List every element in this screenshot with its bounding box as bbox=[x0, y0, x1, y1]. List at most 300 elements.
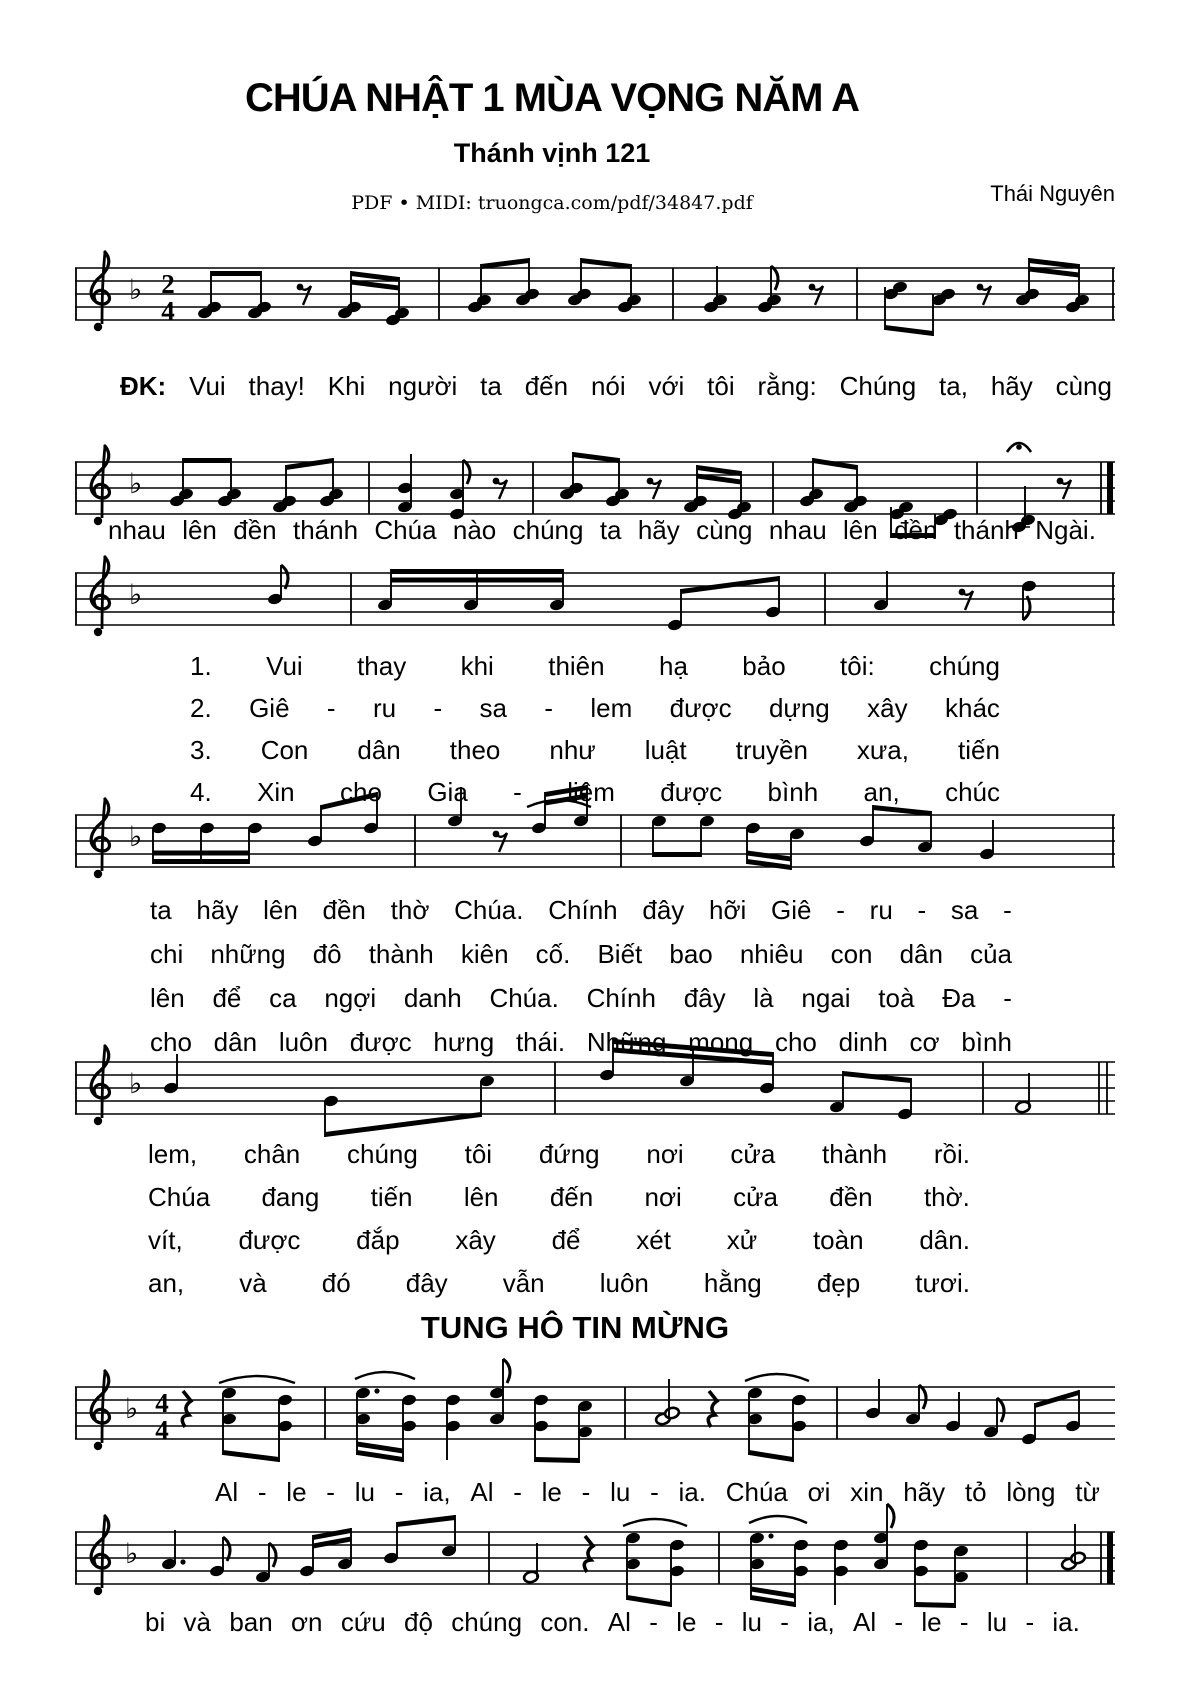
lyric-word: đền bbox=[894, 515, 938, 545]
lyric-word: và bbox=[183, 1607, 212, 1637]
lyric-word: lu bbox=[741, 1607, 762, 1637]
lyric-word: Xin bbox=[257, 777, 295, 807]
flat-sign-icon: ♭ bbox=[129, 1067, 143, 1100]
lyric-word: lên bbox=[263, 895, 298, 925]
lyric-word: - bbox=[650, 1477, 659, 1507]
lyric-word: Chúng bbox=[839, 371, 917, 401]
lyric-word: le bbox=[921, 1607, 942, 1637]
lyric-word: - bbox=[394, 1477, 404, 1507]
lyric-word: dân bbox=[213, 1027, 258, 1057]
beam bbox=[681, 576, 779, 594]
augmentation-dot bbox=[374, 1388, 379, 1393]
note bbox=[617, 264, 642, 314]
lyric-word: ĐK: bbox=[120, 371, 167, 401]
lyric-word: hạ bbox=[658, 651, 688, 681]
beam bbox=[1035, 1390, 1079, 1408]
time-signature-numerator: 2 bbox=[161, 269, 175, 299]
beam bbox=[153, 859, 249, 864]
lyric-word: của bbox=[970, 939, 1012, 969]
lyric-word: - bbox=[326, 1477, 335, 1507]
lyric-word: là bbox=[753, 983, 774, 1013]
lyric-word: - bbox=[1003, 983, 1012, 1013]
note bbox=[655, 1379, 680, 1426]
lyric-word: dân. bbox=[919, 1225, 970, 1255]
note bbox=[1021, 579, 1037, 620]
lyric-word: đền bbox=[322, 895, 366, 925]
lyric-word: Giê bbox=[771, 895, 812, 925]
flat-sign-icon: ♭ bbox=[129, 467, 143, 500]
lyric-word: đang bbox=[261, 1182, 320, 1212]
note bbox=[277, 1393, 293, 1462]
lyric-word: luôn bbox=[278, 1027, 328, 1057]
note bbox=[859, 805, 875, 848]
lyric-word: hưng bbox=[433, 1027, 495, 1057]
lyric-word: thánh bbox=[292, 515, 359, 545]
lyric-word: lem, bbox=[148, 1139, 198, 1169]
lyric-word: - bbox=[917, 895, 927, 925]
beam bbox=[885, 325, 933, 336]
note bbox=[759, 1052, 775, 1095]
note bbox=[699, 814, 715, 857]
lyric-word: mong bbox=[688, 1027, 754, 1057]
lyric-word: chi bbox=[150, 939, 184, 969]
pdf-midi-link-text: PDF • MIDI: truongca.com/pdf/34847.pdf bbox=[351, 192, 753, 214]
lyric-word: lên bbox=[182, 515, 217, 545]
note bbox=[625, 1531, 641, 1600]
lyric-word: 1. bbox=[190, 651, 212, 681]
beam bbox=[535, 1457, 579, 1463]
note bbox=[383, 1522, 399, 1565]
flat-sign-icon: ♭ bbox=[129, 820, 143, 853]
note bbox=[549, 569, 565, 612]
lyric-word: ia. bbox=[678, 1477, 706, 1507]
note bbox=[247, 271, 272, 320]
note bbox=[745, 821, 761, 864]
lyric-word: Vui bbox=[189, 371, 226, 401]
lyric-word: ru bbox=[372, 693, 397, 723]
lyric-word: như bbox=[549, 735, 596, 765]
augmentation-dot bbox=[180, 1559, 185, 1564]
lyric-word: tiến bbox=[370, 1182, 413, 1212]
lyric-word: ngai bbox=[801, 983, 851, 1013]
lyric-word: thiên bbox=[548, 651, 605, 681]
beam bbox=[286, 458, 333, 470]
lyric-word: - bbox=[780, 1607, 789, 1637]
lyric-line-11 bbox=[148, 1140, 970, 1169]
note bbox=[217, 458, 242, 508]
lyric-word: vít, bbox=[148, 1225, 183, 1255]
lyric-word: xét bbox=[636, 1225, 671, 1255]
note bbox=[791, 1393, 807, 1462]
note bbox=[953, 1544, 969, 1608]
lyric-word: toà bbox=[878, 983, 915, 1013]
lyric-word: cùng bbox=[1055, 371, 1112, 401]
lyric-word: dân bbox=[357, 735, 401, 765]
lyric-word: đó bbox=[321, 1268, 351, 1298]
lyric-word: ban bbox=[229, 1607, 273, 1637]
note bbox=[523, 1543, 539, 1584]
lyric-word: cứu bbox=[340, 1607, 386, 1637]
lyric-word: - bbox=[581, 1477, 591, 1507]
lyric-line-1 bbox=[120, 372, 1112, 401]
note bbox=[337, 271, 362, 320]
lyric-word: Al bbox=[852, 1607, 877, 1637]
note bbox=[161, 1530, 186, 1571]
lyric-word: luật bbox=[644, 735, 687, 765]
lyric-word: khi bbox=[460, 651, 494, 681]
lyric-word: nơi bbox=[644, 1182, 682, 1212]
note-flag bbox=[771, 266, 778, 290]
lyric-word: lên bbox=[843, 515, 878, 545]
lyric-word: le bbox=[676, 1607, 697, 1637]
note bbox=[445, 1393, 461, 1460]
lyric-word: cố. bbox=[535, 939, 571, 969]
lyric-word: ca bbox=[269, 983, 297, 1013]
lyric-word: từ bbox=[1075, 1477, 1100, 1507]
lyric-word: đền bbox=[233, 515, 277, 545]
note bbox=[577, 1399, 593, 1463]
lyric-word: thay bbox=[357, 651, 407, 681]
lyric-word: con. bbox=[540, 1607, 590, 1637]
note bbox=[905, 1385, 926, 1426]
beam bbox=[843, 1071, 911, 1083]
beam bbox=[223, 1450, 279, 1462]
lyric-word: ơi bbox=[807, 1477, 831, 1507]
lyric-line-6 bbox=[190, 778, 1000, 807]
lyric-word: xử bbox=[726, 1225, 758, 1255]
lyric-word: nơi bbox=[646, 1139, 684, 1169]
lyric-word: những bbox=[210, 939, 286, 969]
lyric-word: Chúa. bbox=[489, 983, 559, 1013]
lyric-line-3 bbox=[190, 652, 1000, 681]
lyric-word: xin bbox=[850, 1477, 884, 1507]
flat-sign-icon: ♭ bbox=[125, 1537, 139, 1570]
beam bbox=[653, 852, 701, 857]
lyric-word: ia, bbox=[423, 1477, 451, 1507]
note bbox=[897, 1078, 913, 1121]
lyric-word: chúng bbox=[512, 515, 584, 545]
lyric-word: lem bbox=[590, 693, 633, 723]
note bbox=[221, 1386, 237, 1455]
note bbox=[449, 460, 470, 521]
beam bbox=[813, 458, 857, 470]
lyric-word: Giê bbox=[249, 693, 290, 723]
lyric-word: và bbox=[239, 1268, 267, 1298]
lyric-word: an, bbox=[148, 1268, 185, 1298]
lyric-word: nhau bbox=[108, 515, 166, 545]
lyric-word: Chúa bbox=[374, 515, 437, 545]
lyric-word: dựng bbox=[768, 693, 830, 723]
lyric-word: để bbox=[212, 983, 242, 1013]
lyric-word: thờ. bbox=[923, 1182, 970, 1212]
lyric-word: - bbox=[544, 693, 554, 723]
note bbox=[247, 821, 263, 864]
lyric-line-8 bbox=[150, 940, 1012, 969]
slur bbox=[219, 1376, 295, 1383]
lyric-word: danh bbox=[403, 983, 462, 1013]
note bbox=[397, 454, 413, 514]
note bbox=[377, 569, 393, 612]
note bbox=[1015, 1073, 1031, 1114]
note bbox=[255, 1543, 276, 1584]
note bbox=[913, 1538, 929, 1607]
lyric-word: chúc bbox=[945, 777, 1000, 807]
note bbox=[1061, 1524, 1086, 1571]
lyric-word: xây bbox=[867, 693, 908, 723]
lyric-word: chúng bbox=[347, 1139, 418, 1169]
lyric-word: theo bbox=[449, 735, 501, 765]
lyric-line-2 bbox=[108, 516, 1096, 545]
flat-sign-icon: ♭ bbox=[129, 578, 143, 611]
staff-1 bbox=[75, 238, 1115, 356]
lyric-word: 3. bbox=[190, 735, 212, 765]
note bbox=[829, 1071, 845, 1114]
note-flag bbox=[503, 1359, 510, 1383]
lyric-word: cho bbox=[340, 777, 382, 807]
staff-7 bbox=[75, 1502, 1115, 1620]
lyric-word: - bbox=[894, 1607, 904, 1637]
author-name: Thái Nguyên bbox=[990, 181, 1115, 206]
beam bbox=[391, 569, 563, 574]
note bbox=[163, 1054, 179, 1095]
lyric-word: nói bbox=[590, 371, 626, 401]
lyric-word: rằng: bbox=[757, 371, 817, 401]
lyric-word: lên bbox=[463, 1182, 499, 1212]
lyric-line-14 bbox=[148, 1269, 970, 1298]
lyric-word: tiến bbox=[958, 735, 1000, 765]
lyric-word: xưa, bbox=[856, 735, 909, 765]
lyric-word: đẹp bbox=[816, 1268, 861, 1298]
lyric-word: Biết bbox=[597, 939, 643, 969]
lyric-word: lu bbox=[610, 1477, 631, 1507]
note bbox=[401, 1393, 417, 1462]
lyric-word: - bbox=[433, 693, 443, 723]
lyric-word: cho bbox=[150, 1027, 192, 1057]
note bbox=[799, 458, 824, 508]
lyric-word: thái. bbox=[515, 1027, 566, 1057]
lyric-word: nhiêu bbox=[739, 939, 804, 969]
lyric-word: toàn bbox=[812, 1225, 864, 1255]
beam bbox=[747, 859, 791, 870]
note bbox=[467, 264, 492, 314]
lyric-word: độ bbox=[403, 1607, 433, 1637]
lyric-word: được bbox=[349, 1027, 412, 1057]
lyric-word: - bbox=[836, 895, 845, 925]
lyric-word: sa bbox=[950, 895, 979, 925]
slur bbox=[749, 1516, 807, 1523]
lyric-word: Ngài. bbox=[1035, 515, 1096, 545]
slur bbox=[745, 1374, 809, 1381]
lyric-word: Khi bbox=[327, 371, 366, 401]
lyric-word: 2. bbox=[190, 693, 212, 723]
note bbox=[515, 258, 540, 307]
staff-svg bbox=[75, 1502, 1115, 1620]
note bbox=[945, 1392, 961, 1433]
flat-sign-icon: ♭ bbox=[129, 273, 143, 306]
lyric-word: Chúa bbox=[148, 1182, 211, 1212]
lyric-word: thành bbox=[822, 1139, 888, 1169]
note bbox=[683, 465, 708, 514]
note bbox=[559, 452, 584, 501]
note bbox=[272, 465, 297, 514]
note bbox=[1021, 1403, 1037, 1446]
lyric-word: ta bbox=[599, 515, 622, 545]
note bbox=[479, 1074, 495, 1117]
note bbox=[169, 458, 194, 508]
note bbox=[533, 1393, 549, 1462]
lyric-word: hãy bbox=[990, 371, 1033, 401]
slur bbox=[355, 1372, 415, 1379]
lyric-word: Đa bbox=[942, 983, 976, 1013]
lyric-word: Al bbox=[607, 1607, 631, 1637]
note bbox=[299, 1535, 315, 1578]
lyric-word: tỏ bbox=[964, 1477, 987, 1507]
lyric-word: với bbox=[648, 371, 685, 401]
lyric-word: ta, bbox=[939, 371, 968, 401]
lyric-line-7 bbox=[150, 896, 1012, 925]
lyric-word: liêm bbox=[567, 777, 615, 807]
quarter-rest-icon bbox=[182, 1391, 191, 1427]
flat-sign-icon: ♭ bbox=[125, 1392, 139, 1425]
lyric-word: được bbox=[660, 777, 723, 807]
note bbox=[883, 280, 908, 330]
note-flag bbox=[269, 1543, 276, 1567]
note bbox=[865, 1379, 881, 1420]
lyric-word: - bbox=[649, 1607, 658, 1637]
lyric-word: rồi. bbox=[933, 1139, 970, 1169]
staff-svg bbox=[75, 543, 1115, 661]
section-heading: TUNG HÔ TIN MỪNG bbox=[420, 1310, 730, 1345]
note bbox=[669, 1538, 685, 1607]
lyric-word: hãy bbox=[903, 1477, 946, 1507]
lyric-word: - bbox=[1025, 1607, 1035, 1637]
lyric-word: luôn bbox=[599, 1268, 649, 1298]
lyric-word: an, bbox=[863, 777, 900, 807]
note bbox=[979, 820, 995, 861]
lyric-word: cho bbox=[774, 1027, 817, 1057]
slur bbox=[623, 1519, 687, 1526]
lyric-word: thánh bbox=[953, 515, 1019, 545]
lyric-word: chúng bbox=[451, 1607, 523, 1637]
note bbox=[833, 1538, 849, 1605]
augmentation-dot bbox=[768, 1533, 773, 1538]
lyric-word: - bbox=[959, 1607, 969, 1637]
lyric-word: lòng bbox=[1006, 1477, 1056, 1507]
lyric-word: lu bbox=[354, 1477, 375, 1507]
lyric-word: bảo bbox=[742, 651, 786, 681]
lyric-word: đô bbox=[312, 939, 342, 969]
lyric-word: - bbox=[326, 693, 336, 723]
note bbox=[463, 569, 479, 612]
lyric-word: nào bbox=[452, 515, 497, 545]
note bbox=[651, 814, 667, 857]
lyric-word: Al bbox=[470, 1477, 494, 1507]
lyric-line-5 bbox=[190, 736, 1000, 765]
lyric-word: Chúa bbox=[725, 1477, 788, 1507]
lyric-line-12 bbox=[148, 1183, 970, 1212]
page-subtitle: Thánh vịnh 121 bbox=[453, 138, 651, 168]
lyric-word: bình bbox=[961, 1027, 1012, 1057]
lyric-word: đứng bbox=[538, 1139, 600, 1169]
lyric-word: truyền bbox=[735, 735, 808, 765]
lyric-word: dân bbox=[899, 939, 943, 969]
time-signature-denominator: 4 bbox=[161, 296, 175, 326]
note-flag bbox=[463, 460, 470, 484]
lyric-word: ơn bbox=[291, 1607, 323, 1637]
note bbox=[151, 821, 167, 864]
quarter-rest-icon bbox=[708, 1391, 717, 1427]
lyric-word: cửa bbox=[730, 1139, 776, 1169]
lyric-word: đây bbox=[642, 895, 685, 925]
time-signature-numerator: 4 bbox=[155, 1388, 169, 1418]
lyric-word: cửa bbox=[733, 1182, 778, 1212]
lyric-word: được bbox=[669, 693, 732, 723]
lyric-word: được bbox=[238, 1225, 301, 1255]
note bbox=[319, 458, 344, 508]
staff-6 bbox=[75, 1357, 1115, 1475]
note bbox=[605, 458, 630, 508]
lyric-word: đến bbox=[549, 1182, 594, 1212]
note bbox=[983, 1398, 1004, 1439]
lyric-line-15 bbox=[215, 1478, 1100, 1507]
lyric-word: đắp bbox=[356, 1225, 400, 1255]
lyric-word: đến bbox=[524, 371, 569, 401]
lyric-word: Chính bbox=[548, 895, 618, 925]
fermata-icon bbox=[1007, 443, 1031, 452]
lyric-word: - bbox=[1003, 895, 1012, 925]
lyric-word: ru bbox=[869, 895, 893, 925]
note bbox=[667, 589, 683, 632]
lyric-word: ta bbox=[480, 371, 502, 401]
lyric-word: con bbox=[830, 939, 873, 969]
lyric-word: - bbox=[513, 1477, 522, 1507]
lyric-line-4 bbox=[190, 694, 1000, 723]
lyric-word: bình bbox=[767, 777, 819, 807]
lyric-line-13 bbox=[148, 1226, 970, 1255]
lyric-word: - bbox=[257, 1477, 267, 1507]
lyric-word: Chúa. bbox=[454, 895, 524, 925]
lyric-word: hãy bbox=[637, 515, 680, 545]
lyric-word: hỡi bbox=[709, 895, 747, 925]
lyric-word: Những bbox=[586, 1027, 667, 1057]
lyric-word: bao bbox=[669, 939, 713, 969]
lyric-word: cùng bbox=[696, 515, 753, 545]
lyric-word: sa bbox=[479, 693, 507, 723]
lyric-word: ngợi bbox=[324, 983, 377, 1013]
time-signature-denominator: 4 bbox=[155, 1415, 169, 1445]
note bbox=[873, 1504, 894, 1571]
lyric-word: thờ bbox=[390, 895, 430, 925]
lyric-word: xây bbox=[455, 1225, 496, 1255]
lyric-word: hằng bbox=[703, 1268, 762, 1298]
final-barline bbox=[1107, 462, 1113, 514]
note-flag bbox=[919, 1385, 926, 1409]
note bbox=[843, 465, 868, 514]
lyric-word: ia, bbox=[807, 1607, 835, 1637]
note bbox=[873, 571, 889, 612]
lyric-word: đây bbox=[683, 983, 726, 1013]
lyric-word: lên bbox=[150, 983, 185, 1013]
beam bbox=[325, 1112, 481, 1137]
note-flag bbox=[997, 1398, 1004, 1422]
page-title: CHÚA NHẬT 1 MÙA VỌNG NĂM A bbox=[245, 76, 859, 120]
lyric-word: nhau bbox=[768, 515, 827, 545]
lyric-word: chân bbox=[243, 1139, 301, 1169]
staff-3 bbox=[75, 543, 1115, 661]
lyric-word: tươi. bbox=[915, 1268, 970, 1298]
lyric-word: đây bbox=[405, 1268, 448, 1298]
lyric-word: khác bbox=[944, 693, 1000, 723]
